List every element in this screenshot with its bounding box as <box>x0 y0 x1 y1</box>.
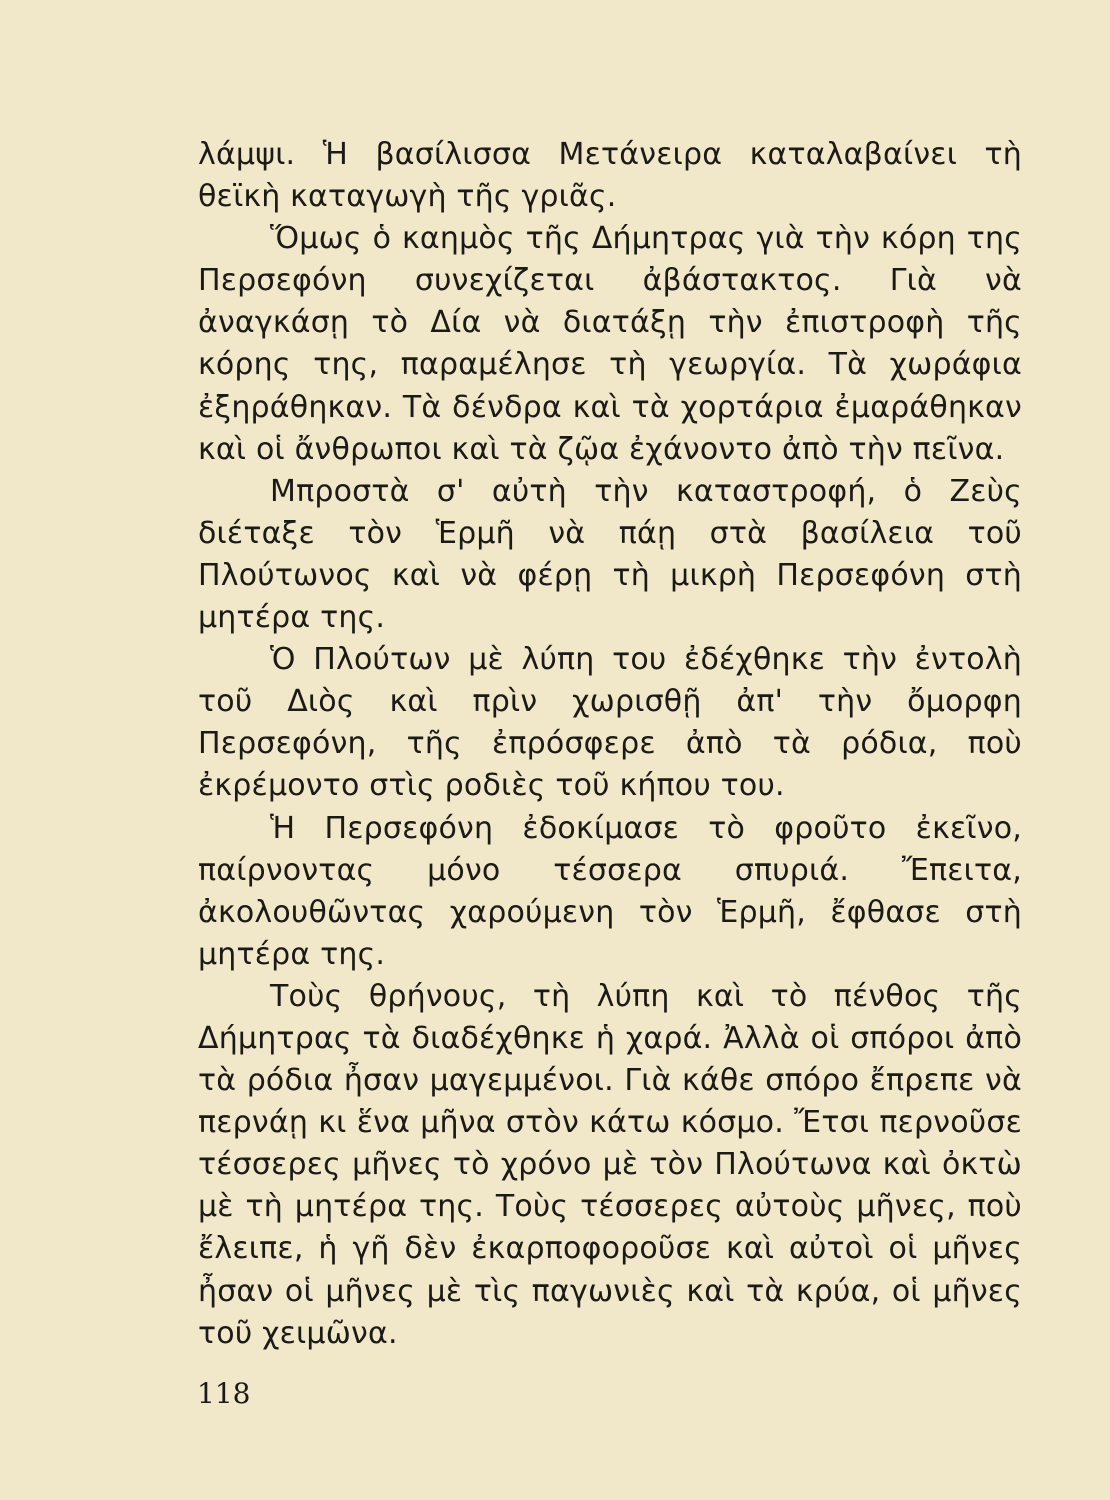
paragraph-4: Ὁ Πλούτων μὲ λύπη του ἐδέχθηκε τὴν ἐντολὴ τοῦ Διὸς καὶ πρὶν χωρισθῇ ἀπ' τὴν ὄμορφη Περσεφόνη, τῆς ἐπρόσφερε ἀπὸ τὰ ρόδια, ποὺ ἐκρέμοντο στὶς ροδιὲς τοῦ κήπου του. <box>198 642 1022 804</box>
page-number: 118 <box>197 1377 251 1410</box>
paragraph-1: λάμψι. Ἡ βασίλισσα Μετάνειρα καταλαβαίνει τὴ θεϊκὴ καταγωγὴ τῆς γριᾶς. <box>198 137 1022 215</box>
paragraph-2: Ὅμως ὁ καημὸς τῆς Δήμητρας γιὰ τὴν κόρη της Περσεφόνη συνεχίζεται ἀβάστακτος. Γιὰ νὰ ἀναγκάσῃ τὸ Δία νὰ διατάξῃ τὴν ἐπιστροφὴ τῆς κόρης της, παραμέλησε τὴ γεωργία. Τὰ χωράφια ἐξηράθηκαν. Τὰ δένδρα καὶ τὰ χορτάρια ἐμαράθηκαν καὶ οἱ ἄνθρωποι καὶ τὰ ζῷα ἐχάνοντο ἀπὸ τὴν πεῖνα. <box>198 221 1022 467</box>
body-text <box>198 134 1022 1355</box>
paragraph-6: Τοὺς θρήνους, τὴ λύπη καὶ τὸ πένθος τῆς Δήμητρας τὰ διαδέχθηκε ἡ χαρά. Ἀλλὰ οἱ σπόροι ἀπὸ τὰ ρόδια ἦσαν μαγεμμένοι. Γιὰ κάθε σπόρο ἔπρεπε νὰ περνάῃ κι ἕνα μῆνα στὸν κάτω κόσμο. Ἔτσι περνοῦσε τέσσερες μῆνες τὸ χρόνο μὲ τὸν Πλούτωνα καὶ ὀκτὼ μὲ τὴ μητέρα της. Τοὺς τέσσερες αὐτοὺς μῆνες, ποὺ ἔλειπε, ἡ γῆ δὲν ἐκαρποφοροῦσε καὶ αὐτοὶ οἱ μῆνες ἦσαν οἱ μῆνες μὲ τὶς παγωνιὲς καὶ τὰ κρύα, οἱ μῆνες τοῦ χειμῶνα. <box>198 978 1022 1351</box>
paragraph-5: Ἡ Περσεφόνη ἐδοκίμασε τὸ φροῦτο ἐκεῖνο, παίρνοντας μόνο τέσσερα σπυριά. Ἔπειτα, ἀκολουθῶντας χαρούμενη τὸν Ἑρμῆ, ἔφθασε στὴ μητέρα της. <box>198 810 1022 972</box>
paragraph-3: Μπροστὰ σ' αὐτὴ τὴν καταστροφή, ὁ Ζεὺς διέταξε τὸν Ἑρμῆ νὰ πάῃ στὰ βασίλεια τοῦ Πλούτωνος καὶ νὰ φέρῃ τὴ μικρὴ Περσεφόνη στὴ μητέρα της. <box>198 473 1022 636</box>
